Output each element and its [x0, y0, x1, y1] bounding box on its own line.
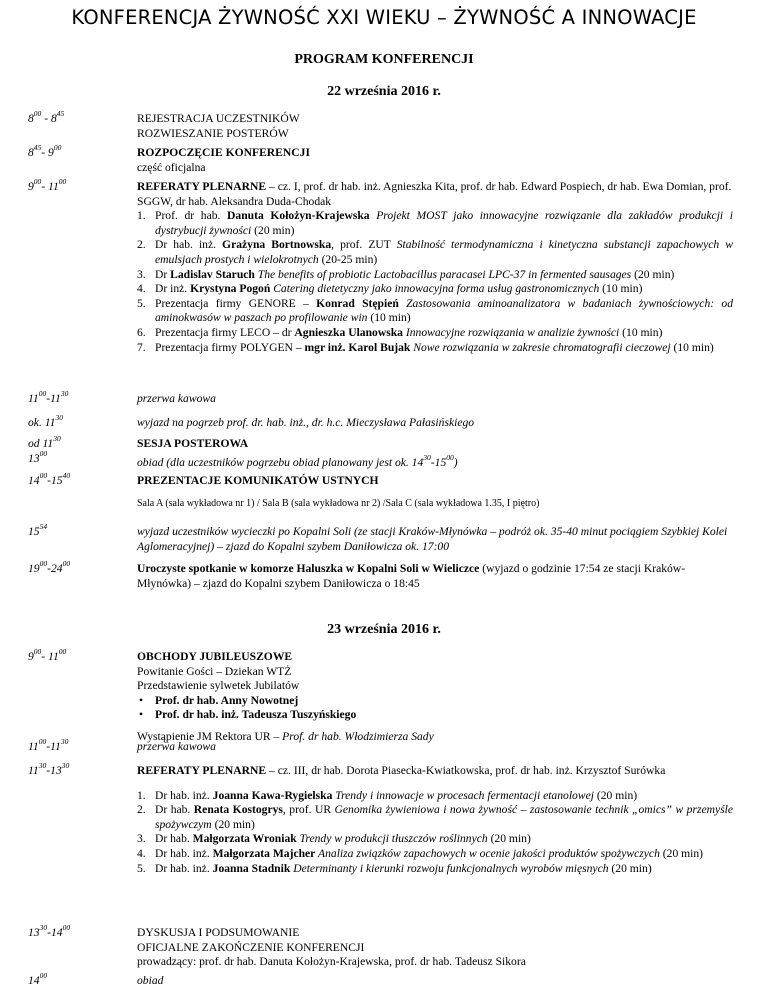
- mine-trip-note: wyjazd uczestników wycieczki po Kopalni Soli (ze stacji Kraków-Młynówka – podróż ok. 35-40 minut pociągiem Szybkiej Kolei Aglomeracyjnej) – zjazd do Kopalni szybem Daniłowicza ok. 17:00: [137, 525, 728, 553]
- slot-content: [137, 474, 733, 511]
- rooms-info: Sala A (sala wykładowa nr 1) / Sala B (sala wykładowa nr 2) /Sala C (sala wykładowa 1.35, I piętro): [137, 497, 540, 509]
- slot-content: [137, 112, 733, 141]
- jubilee-label: OBCHODY JUBILEUSZOWE: [137, 650, 293, 663]
- lunch-note: obiad (dla uczestników pogrzebu obiad planowany jest ok. $14^{30}-15^{00}$): [137, 452, 458, 469]
- list-item: • Prof. dr hab. inż. Tadeusza Tuszyńskiego: [139, 708, 357, 722]
- time-slot: od $11^{30}$ $13^{00}$: [28, 434, 61, 465]
- opening-label: ROZPOCZĘCIE KONFERENCJI: [137, 146, 310, 159]
- time-slot: $11^{00}-11^{30}$: [28, 737, 69, 753]
- time-slot: ok. $11^{30}$: [28, 413, 63, 429]
- jubilarians-list: [137, 694, 733, 723]
- list-item: • Prof. dr hab. Anny Nowotnej: [139, 693, 299, 707]
- time-slot: $19^{00}-24^{00}$: [28, 559, 71, 575]
- list-item: 1. Prof. dr hab. Danuta Kołożyn-Krajewska Projekt MOST jako innowacyjne rozwiązanie dla zakładów produkcji i dystrybucji żywności (20 min): [137, 209, 733, 237]
- time-slot: $14^{00}-15^{40}$: [28, 471, 71, 487]
- time-slot: $9^{00}-$ $11^{00}$: [28, 647, 67, 663]
- list-item: 4. Dr hab. inż. Małgorzata Majcher Analiza związków zapachowych w ocenie jakości produktów spożywczych (20 min): [137, 846, 704, 860]
- list-item: 2. Dr hab. Renata Kostogrys, prof. UR Genomika żywieniowa i nowa żywność – zastosowanie technik „omics” w przemyśle spożywczym (20 min): [137, 803, 734, 831]
- oral-presentations-label: PREZENTACJE KOMUNIKATÓW USTNYCH: [137, 474, 379, 487]
- time-slot: $11^{30}-13^{30}$: [28, 761, 70, 777]
- slot-content: [137, 180, 733, 355]
- plenary-list: [137, 209, 733, 355]
- day1-date: 22 września 2016 r.: [327, 84, 441, 99]
- slot-content: [137, 437, 733, 470]
- program-title: PROGRAM KONFERENCJI: [294, 52, 474, 67]
- list-item: 4. Dr inż. Krystyna Pogoń Catering dietetyczny jako innowacyjna forma usług gastronomicznych (10 min): [137, 282, 643, 296]
- welcome-line: Powitanie Gości – Dziekan WTŻ: [137, 664, 292, 678]
- time-slot: $15^{54}$: [28, 522, 48, 538]
- plenary-heading: REFERATY PLENARNE – cz. III, dr hab. Dorota Piasecka-Kwiatkowska, prof. dr hab. inż. Krzysztof Surówka: [137, 764, 666, 777]
- list-item: 3. Dr hab. Małgorzata Wroniak Trendy w produkcji tłuszczów roślinnych (20 min): [137, 832, 531, 846]
- jubilarians-line: Przedstawienie sylwetek Jubilatów: [137, 679, 300, 693]
- time-slot: $13^{30}-14^{00}$: [28, 923, 71, 939]
- coffee-break: przerwa kawowa: [137, 740, 216, 753]
- list-item: 7. Prezentacja firmy POLYGEN – mgr inż. Karol Bujak Nowe rozwiązania w zakresie chromatografii cieczowej (10 min): [137, 340, 714, 354]
- closing-label: OFICJALNE ZAKOŃCZENIE KONFERENCJI: [137, 940, 365, 954]
- list-item: 6. Prezentacja firmy LECO – dr Agnieszka Ulanowska Innowacyjne rozwiązania w analizie żywności (10 min): [137, 325, 663, 339]
- slot-content: [137, 764, 733, 876]
- time-slot: $9^{00}-$ $11^{00}$: [28, 177, 67, 193]
- poster-session-label: SESJA POSTEROWA: [137, 437, 249, 450]
- chairs-line: prowadzący: prof. dr hab. Danuta Kołożyn-Krajewska, prof. dr hab. Tadeusz Sikora: [137, 955, 526, 969]
- posters-label: ROZWIESZANIE POSTERÓW: [137, 126, 289, 140]
- plenary-list: [137, 789, 733, 877]
- opening-sub: część oficjalna: [137, 160, 206, 174]
- registration-label: REJESTRACJA UCZESTNIKÓW: [137, 112, 300, 125]
- funeral-departure: wyjazd na pogrzeb prof. dr. hab. inż., dr. h.c. Mieczysława Pałasińskiego: [137, 416, 475, 429]
- time-slot: $11^{00}-11^{30}$: [28, 389, 69, 405]
- document-header: KONFERENCJA ŻYWNOŚĆ XXI WIEKU – ŻYWNOŚĆ A INNOWACJE: [71, 6, 697, 29]
- coffee-break: przerwa kawowa: [137, 392, 216, 405]
- list-item: 5. Prezentacja firmy GENORE – Konrad Stępień Zastosowania aminoanalizatora w badaniach żywnościowych: od aminokwasów w paszach po profilowanie win (10 min): [137, 296, 733, 325]
- list-item: 2. Dr hab. inż. Grażyna Bortnowska, prof. ZUT Stabilność termodynamiczna i kinetyczna substancji zapachowych w emulsjach prostych i wielokrotnych (20-25 min): [137, 238, 733, 266]
- rector-speech: Wystąpienie JM Rektora UR – Prof. dr hab. Włodzimierza Sady: [137, 729, 434, 743]
- slot-content: Uroczyste spotkanie w komorze Haluszka w Kopalni Soli w Wieliczce (wyjazd o godzinie 17:54 ze stacji Kraków-Młynówka) – zjazd do Kopalni szybem Daniłowicza o 18:45: [137, 562, 686, 590]
- time-slot: $14^{00}$: [28, 971, 48, 987]
- discussion-label: DYSKUSJA I PODSUMOWANIE: [137, 926, 300, 939]
- time-slot: $8^{45}-$ $9^{00}$: [28, 143, 62, 159]
- day2-date: 23 września 2016 r.: [327, 622, 441, 637]
- time-slot: $8^{00} - 8^{45}$: [28, 109, 65, 125]
- list-item: 3. Dr Ladislav Staruch The benefits of probiotic Lactobacillus paracasei LPC-37 in fermented sausages (20 min): [137, 267, 675, 281]
- plenary-heading: REFERATY PLENARNE – cz. I, prof. dr hab. inż. Agnieszka Kita, prof. dr hab. Edward Pospiech, dr hab. Ewa Domian, prof. SGGW, dr hab. Aleksandra Duda-Chodak: [137, 180, 732, 208]
- list-item: 1. Dr hab. inż. Joanna Kawa-Rygielska Trendy i innowacje w procesach fermentacji etanolowej (20 min): [137, 788, 638, 802]
- slot-content: [137, 650, 733, 745]
- list-item: 5. Dr hab. inż. Joanna Stadnik Determinanty i kierunki rozwoju funkcjonalnych wyrobów mięsnych (20 min): [137, 861, 652, 875]
- lunch-label: obiad: [137, 974, 164, 987]
- slot-content: [137, 146, 733, 175]
- slot-content: [137, 926, 733, 970]
